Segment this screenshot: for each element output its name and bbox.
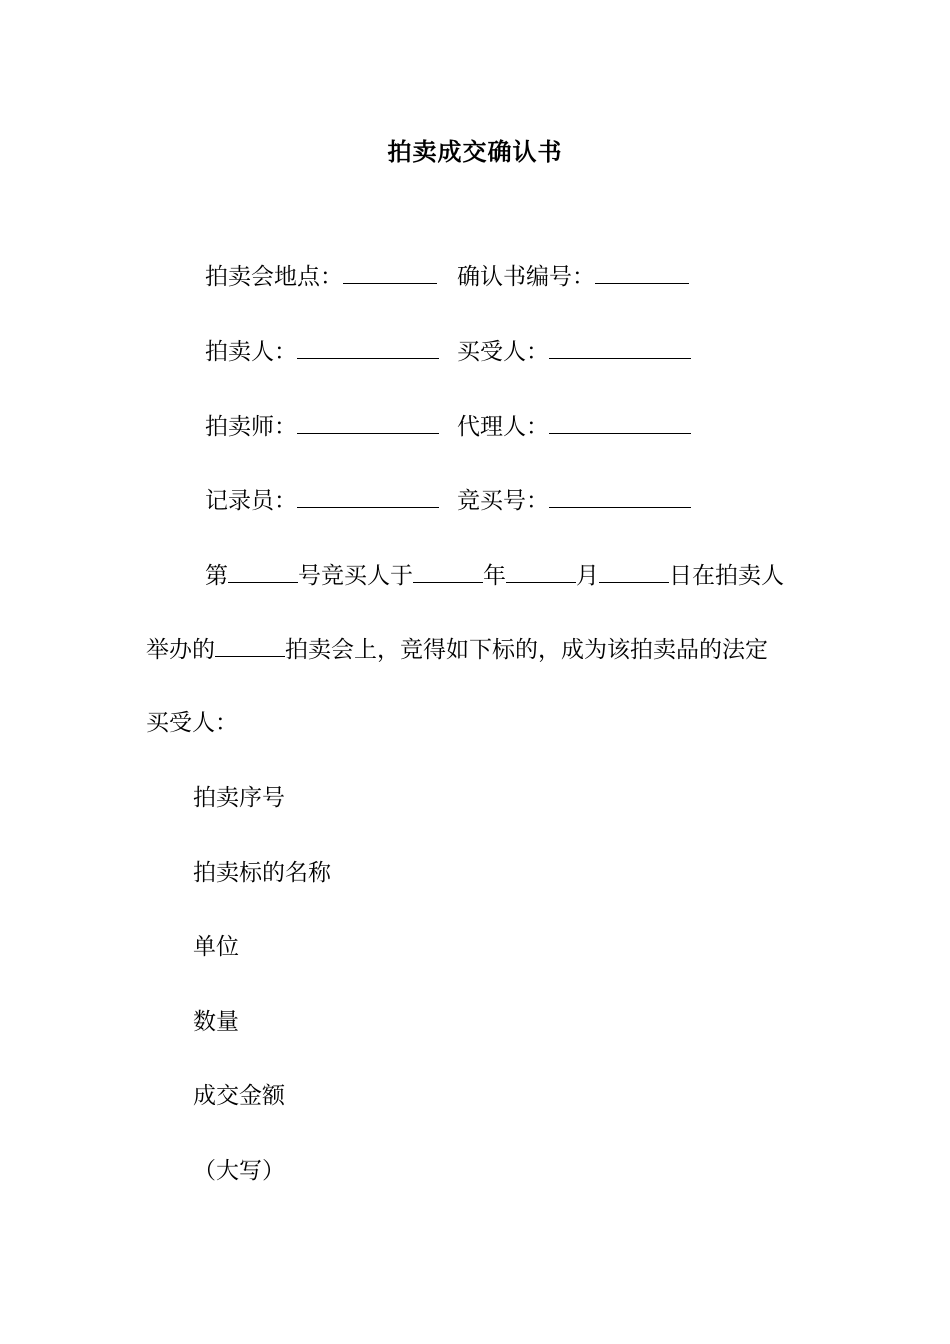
venue-blank <box>343 259 437 284</box>
auctioneer-label: 拍卖师： <box>205 414 297 440</box>
paragraph-text: 日在拍卖人 <box>669 563 784 589</box>
year-blank <box>413 558 483 583</box>
buyer-blank <box>549 334 691 359</box>
paragraph-text: 举办的 <box>146 637 215 663</box>
bid-no-field <box>457 483 691 517</box>
bid-no-label: 竞买号： <box>457 488 549 514</box>
paragraph-text: 拍卖会上，竞得如下标的，成为该拍卖品的法定 <box>285 637 768 663</box>
bid-no-blank <box>549 483 691 508</box>
bidder-no-blank <box>228 558 298 583</box>
paragraph-line-3 <box>146 707 238 739</box>
item-amount-uppercase: （大写） <box>193 1158 285 1184</box>
recorder-field <box>205 483 439 517</box>
paragraph-text: 号竞买人于 <box>298 563 413 589</box>
auctioneer-org-label: 拍卖人： <box>205 339 297 365</box>
document-title: 拍卖成交确认书 <box>387 137 563 166</box>
auction-name-blank <box>215 632 285 657</box>
paragraph-text: 第 <box>205 563 228 589</box>
item-unit: 单位 <box>193 934 239 960</box>
cert-no-field <box>457 259 689 293</box>
venue-field <box>205 259 437 293</box>
cert-no-blank <box>595 259 689 284</box>
agent-label: 代理人： <box>457 414 549 440</box>
paragraph-line-1 <box>205 558 784 592</box>
cert-no-label: 确认书编号： <box>457 264 595 290</box>
paragraph-line-2 <box>146 632 768 666</box>
venue-label: 拍卖会地点： <box>205 264 343 290</box>
auctioneer-org-field <box>205 334 439 368</box>
buyer-field <box>457 334 691 368</box>
month-blank <box>506 558 576 583</box>
recorder-blank <box>297 483 439 508</box>
day-blank <box>599 558 669 583</box>
item-quantity: 数量 <box>193 1009 239 1035</box>
paragraph-text: 年 <box>483 563 506 589</box>
recorder-label: 记录员： <box>205 488 297 514</box>
paragraph-text: 月 <box>576 563 599 589</box>
paragraph-text: 买受人： <box>146 710 238 736</box>
agent-field <box>457 409 691 443</box>
auctioneer-field <box>205 409 439 443</box>
item-lot-name: 拍卖标的名称 <box>193 860 331 886</box>
agent-blank <box>549 409 691 434</box>
item-amount: 成交金额 <box>193 1083 285 1109</box>
auctioneer-blank <box>297 409 439 434</box>
auctioneer-org-blank <box>297 334 439 359</box>
buyer-label: 买受人： <box>457 339 549 365</box>
item-lot-no: 拍卖序号 <box>193 785 285 811</box>
